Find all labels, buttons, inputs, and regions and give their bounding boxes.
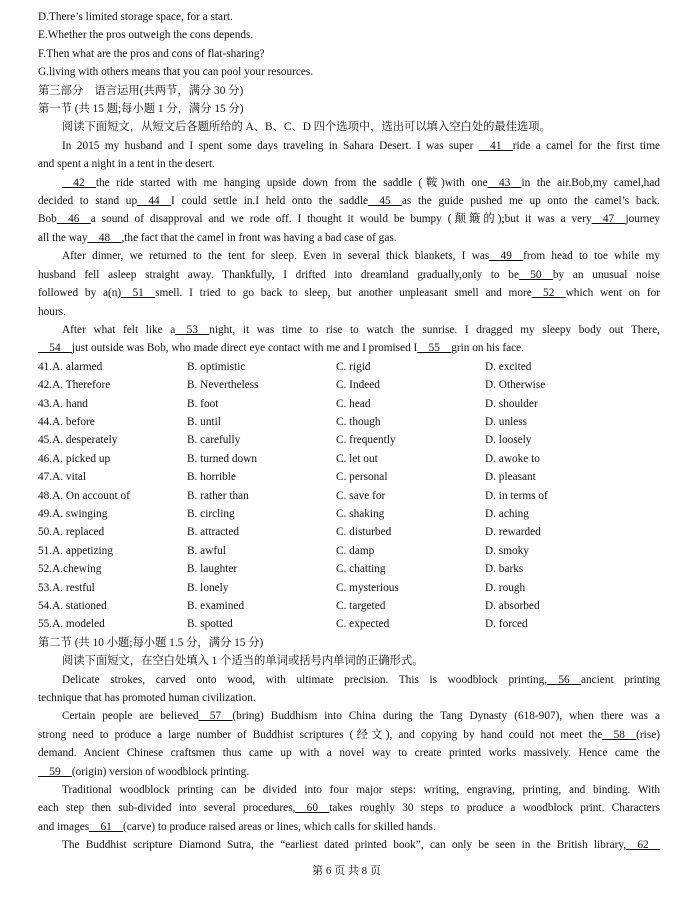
option-g: G.living with others means that you can pool your resources. <box>38 66 314 79</box>
choice-c: C. though <box>336 415 381 428</box>
choice-a: 52.A.chewing <box>38 563 102 576</box>
choice-b: B. attracted <box>187 526 240 539</box>
passage1-line: hours. <box>38 305 66 318</box>
blank-47: __47__ <box>591 213 626 226</box>
choice-c: C. head <box>336 397 371 410</box>
choice-row <box>38 615 660 633</box>
choice-row <box>38 579 660 597</box>
choice-b: B. optimistic <box>187 360 246 373</box>
blank-56: __56__ <box>547 673 581 686</box>
choice-c: C. let out <box>336 452 378 465</box>
section1-heading: 第一节 (共 15 题;每小题 1 分，满分 15 分) <box>38 103 244 116</box>
choice-b: B. turned down <box>187 452 257 465</box>
passage1-line: __42__the ride started with me hanging upside down from the saddle (鞍)with one__43__in the air.Bob,my camel,had <box>62 176 660 189</box>
section2-instruction: 阅读下面短文，在空白处填入 1 个适当的单词或括号内单词的正确形式。 <box>62 655 424 668</box>
choice-c: C. targeted <box>336 600 386 612</box>
choice-a: 45.A. desperately <box>38 434 118 447</box>
choice-b: B. awful <box>187 544 226 557</box>
blank-44: __44__ <box>137 195 171 208</box>
passage2-line: Delicate strokes, carved onto wood, with ultimate precision. This is woodblock printing,__56__ancient printing <box>62 673 660 686</box>
choice-row <box>38 376 660 394</box>
part3-heading: 第三部分 语言运用(共两节，满分 30 分) <box>38 84 244 97</box>
choice-row <box>38 413 660 431</box>
choice-c: C. rigid <box>336 360 371 373</box>
choice-b: B. Nevertheless <box>187 379 259 392</box>
choice-a: 55.A. modeled <box>38 618 105 631</box>
choice-c: C. chatting <box>336 563 386 576</box>
choice-b: B. until <box>187 415 221 428</box>
choice-b: B. rather than <box>187 489 249 502</box>
blank-59: __59__ <box>38 765 72 778</box>
passage2-line: Certain people are believed__57__(bring) Buddhism into China during the Tang Dynasty (618-907), when there was a <box>62 710 660 723</box>
blank-55: __55__ <box>417 342 452 355</box>
choice-a: 47.A. vital <box>38 471 87 484</box>
choice-d: D. forced <box>485 618 528 631</box>
choice-d: D. awoke to <box>485 452 540 465</box>
choice-b: B. examined <box>187 600 245 612</box>
choice-row <box>38 542 660 560</box>
choice-a: 41.A. alarmed <box>38 360 103 373</box>
choice-row <box>38 560 660 578</box>
choice-d: D. loosely <box>485 434 532 447</box>
blank-51: __51__ <box>121 287 156 300</box>
blank-53: __53__ <box>175 323 210 336</box>
choice-b: B. foot <box>187 397 219 410</box>
blank-62: __62__ <box>626 839 660 852</box>
choice-row <box>38 358 660 376</box>
section2-heading: 第二节 (共 10 小题;每小题 1.5 分，满分 15 分) <box>38 636 264 649</box>
passage1-line: After what felt like a__53__night, it was time to rise to watch the sunrise. I dragged my sleepy body out There, <box>62 323 660 336</box>
choice-d: D. rough <box>485 581 526 594</box>
passage2-line: strong need to produce a large number of Buddhist scriptures (经文), and copying by hand could not meet the__58__(rise) <box>38 728 660 741</box>
blank-61: __61__ <box>89 820 124 833</box>
passage1-line: followed by a(n)__51__smell. I tried to go back to sleep, but another unpleasant smell and more__52__which went on for <box>38 287 660 300</box>
choice-d: D. rewarded <box>485 526 541 539</box>
choice-c: C. expected <box>336 618 390 631</box>
passage2-line: __59__(origin) version of woodblock printing. <box>38 765 250 778</box>
choice-c: C. damp <box>336 544 375 557</box>
choice-c: C. save for <box>336 489 386 502</box>
blank-45: __45__ <box>368 195 402 208</box>
choice-row <box>38 395 660 413</box>
choice-d: D. in terms of <box>485 489 548 502</box>
page-footer: 第 6 页 共 8 页 <box>312 865 381 877</box>
choice-c: C. shaking <box>336 507 385 520</box>
choice-row <box>38 450 660 468</box>
choice-row <box>38 505 660 523</box>
choice-b: B. carefully <box>187 434 241 447</box>
blank-48: __48__ <box>87 231 122 244</box>
exam-page <box>38 8 660 855</box>
choice-d: D. smoky <box>485 544 529 557</box>
choice-c: C. Indeed <box>336 379 380 392</box>
blank-57: __57__ <box>198 710 233 723</box>
choice-d: D. unless <box>485 415 528 428</box>
passage2-line: and images__61__(carve) to produce raised areas or lines, which calls for skilled hands. <box>38 820 436 833</box>
choice-a: 44.A. before <box>38 415 95 428</box>
choice-d: D. pleasant <box>485 471 536 484</box>
choice-a: 50.A. replaced <box>38 526 105 539</box>
choice-a: 51.A. appetizing <box>38 544 113 557</box>
passage1-line: and spent a night in a tent in the desert. <box>38 158 215 171</box>
choice-row <box>38 597 660 615</box>
choice-a: 46.A. picked up <box>38 452 111 465</box>
passage2-line: The Buddhist scripture Diamond Sutra, the “earliest dated printed book”, can only be seen in the British library,__62__ <box>62 839 660 852</box>
choice-a: 43.A. hand <box>38 397 88 410</box>
blank-49: __49__ <box>489 250 524 263</box>
choice-c: C. mysterious <box>336 581 399 594</box>
choice-a: 42.A. Therefore <box>38 379 111 392</box>
choice-d: D. excited <box>485 360 532 373</box>
choice-c: C. personal <box>336 471 388 484</box>
choice-d: D. absorbed <box>485 600 540 612</box>
passage1-line: decided to stand up__44__I could settle in.I held onto the saddle__45__as the guide pushed me up onto the camel’s back. <box>38 195 660 208</box>
choices-table <box>38 358 660 634</box>
choice-b: B. circling <box>187 507 235 520</box>
passage2-line: each step then sub-divided into several procedures,__60__takes roughly 30 steps to produce a woodblock print. Characters <box>38 802 660 815</box>
choice-d: D. barks <box>485 563 524 576</box>
passage2-line: technique that has promoted human civilization. <box>38 692 256 705</box>
choice-a: 53.A. restful <box>38 581 95 594</box>
blank-52: __52__ <box>531 287 566 300</box>
passage1-line: Bob__46__a sound of disapproval and we rode off. I thought it would be bumpy (颠簸的);but it was a very__47__journey <box>38 213 660 226</box>
choice-a: 54.A. stationed <box>38 600 107 612</box>
blank-42: __42__ <box>62 176 96 189</box>
choice-d: D. shoulder <box>485 397 538 410</box>
choice-c: C. disturbed <box>336 526 392 539</box>
option-d: D.There’s limited storage space, for a start. <box>38 11 233 23</box>
choice-b: B. horrible <box>187 471 236 484</box>
blank-50: __50__ <box>518 268 553 281</box>
choice-a: 48.A. On account of <box>38 489 130 502</box>
choice-d: D. Otherwise <box>485 379 546 392</box>
passage1-line: all the way__48__,the fact that the camel in front was having a bad case of gas. <box>38 231 397 244</box>
passage1-line: In 2015 my husband and I spent some days traveling in Sahara Desert. I was super __41__ride a camel for the first time <box>62 139 660 152</box>
blank-60: __60__ <box>295 802 330 815</box>
option-f: F.Then what are the pros and cons of flat-sharing? <box>38 47 265 60</box>
choice-row <box>38 468 660 486</box>
passage1-line: After dinner, we returned to the tent for sleep. Even in several thick blankets, I was__49__from head to toe while my <box>62 250 660 263</box>
choice-row <box>38 431 660 449</box>
section1-instruction: 阅读下面短文，从短文后各题所给的 A、B、C、D 四个选项中，选出可以填入空白处的最佳选项。 <box>62 121 551 134</box>
blank-46: __46__ <box>56 213 91 226</box>
passage2-line: Traditional woodblock printing can be divided into four major steps: writing, engraving, printing, and binding. With <box>62 784 660 797</box>
passage2-line: demand. Ancient Chinese craftsmen thus came up with a novel way to create printed works massively. Hence came the <box>38 747 660 760</box>
choice-b: B. lonely <box>187 581 229 594</box>
choice-b: B. laughter <box>187 563 238 576</box>
blank-41: __41__ <box>478 139 513 152</box>
choice-c: C. frequently <box>336 434 396 447</box>
choice-row <box>38 523 660 541</box>
option-e: E.Whether the pros outweigh the cons depends. <box>38 29 254 42</box>
blank-43: __43__ <box>487 176 522 189</box>
passage1-line: husband fell asleep straight away. Thankfully, I drifted into dreamland gradually,only to be__50__by an unusual noise <box>38 268 660 281</box>
choice-a: 49.A. swinging <box>38 507 108 520</box>
choice-row <box>38 487 660 505</box>
blank-58: __58__ <box>602 728 637 741</box>
choice-d: D. aching <box>485 507 529 520</box>
passage1-line: __54__just outside was Bob, who made direct eye contact with me and I promised I__55__grin on his face. <box>38 342 524 355</box>
choice-b: B. spotted <box>187 618 233 631</box>
blank-54: __54__ <box>38 342 72 355</box>
